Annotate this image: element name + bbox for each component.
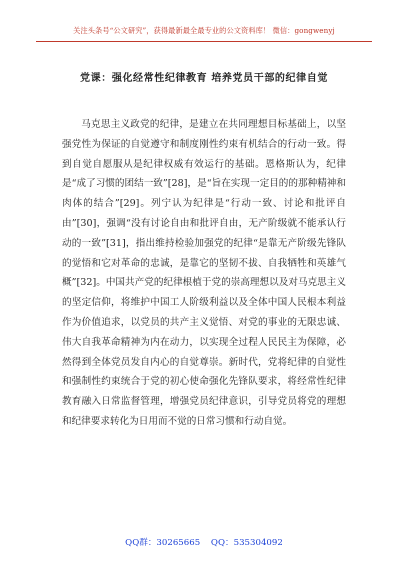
body-paragraph: 马克思主义政党的纪律，是建立在共同理想目标基础上，以坚强党性为保证的自觉遵守和制度刚性约束有机结合的行动一致。得到自觉自愿服从是纪律权威有效运行的基础。恩格斯认为，纪律是“成了习惯的团结一致”[28]，是“旨在实现一定目的的那种精神和肉体的结合”[29]。列宁认为纪律是“行动一致、讨论和批评自由”[30]，强调“没有讨论自由和批评自由，无产阶级就不能承认行动的一致”[31]，指出维持检验加强党的纪律“是靠无产阶级先锋队的觉悟和它对革命的忠诚，是靠它的坚韧不拔、自我牺牲和英雄气概”[32]。中国共产党的纪律根植于党的崇高理想以及对马克思主义的坚定信仰，将维护中国工人阶级利益以及全体中国人民根本利益作为价值追求，以党员的共产主义觉悟、对党的事业的无限忠诚、伟大自我革命精神为内在动力，以实现全过程人民民主为保障，必然得到全体党员发自内心的自觉尊崇。新时代，党将纪律的自觉性和强制性约束统合于党的初心使命强化先锋队要求，将经常性纪律教育融入日常监督管理，增强党员纪律意识，引导党员将党的理想和纪律要求转化为日用而不觉的日常习惯和行动自觉。 (62, 119, 346, 427)
header-divider (36, 41, 372, 42)
footer-contact (0, 536, 408, 548)
footer-qq-group: QQ群：30265665 (125, 538, 201, 548)
page-title: 党课：强化经常性纪律教育 培养党员干部的纪律自觉 (80, 73, 328, 84)
page-header-note: 关注头条号“公文研究”，获得最新最全最专业的公文资料库！ 微信：gongwenyj (73, 26, 335, 35)
footer-qq: QQ：535304092 (210, 538, 283, 548)
